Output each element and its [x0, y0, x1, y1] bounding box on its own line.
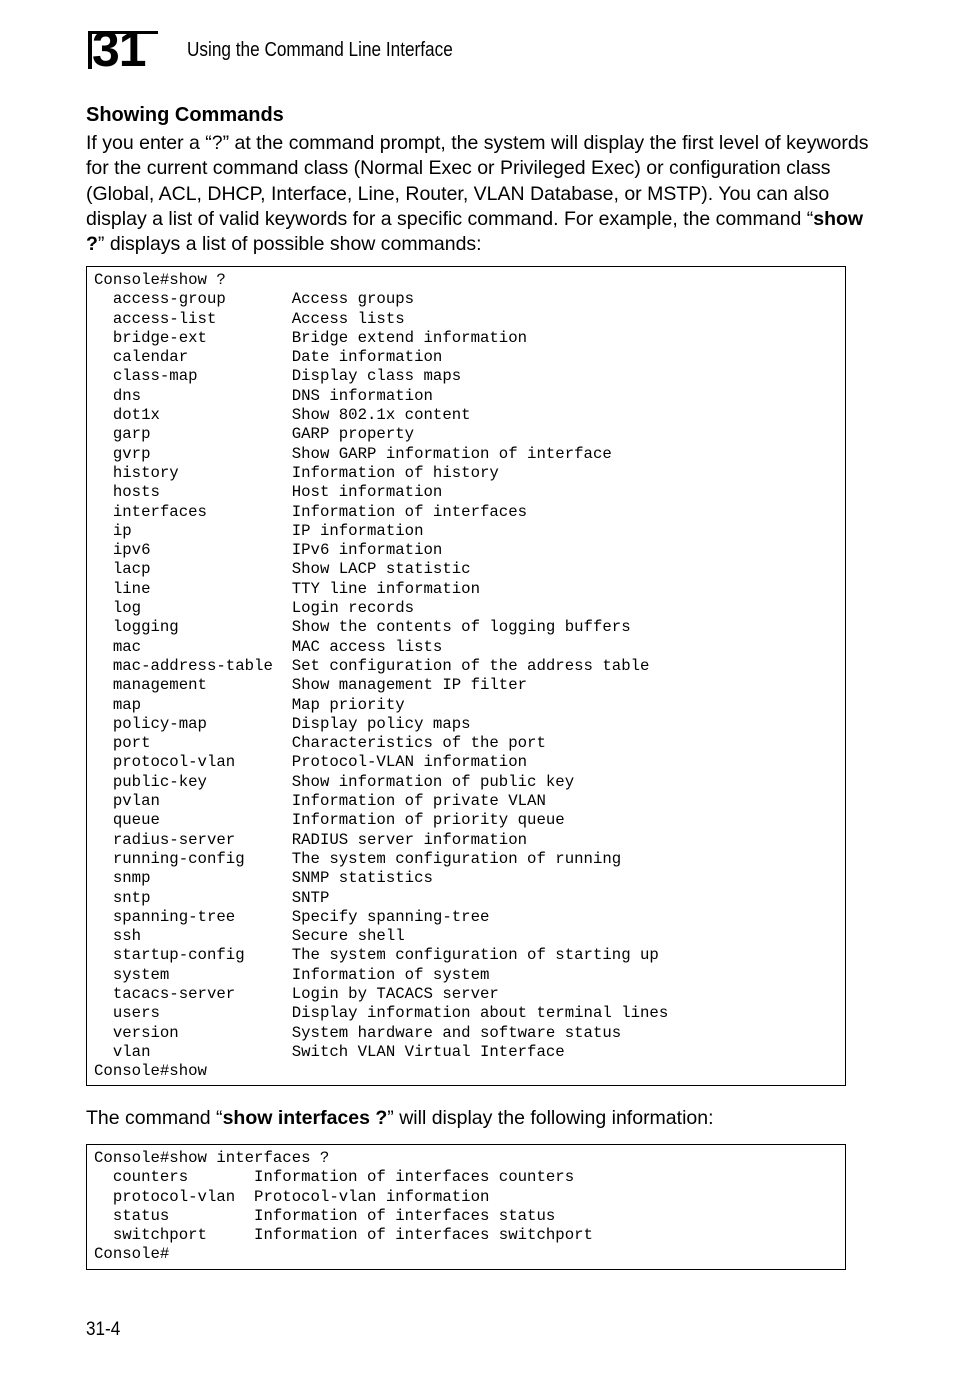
command-keyword: class-map	[112, 367, 198, 386]
command-description: Login by TACACS server	[291, 984, 499, 1003]
intro-paragraph	[86, 131, 876, 257]
listing-row	[94, 1168, 574, 1186]
listing-row	[94, 560, 471, 578]
listing-row	[94, 522, 424, 540]
listing-row	[94, 657, 649, 675]
listing-row	[94, 387, 433, 405]
end-prompt-line: Console#show	[94, 1062, 207, 1081]
command-description: Information of system	[291, 965, 490, 984]
command-description: Information of priority queue	[291, 811, 565, 830]
command-description: Login records	[291, 599, 415, 618]
listing-row	[94, 908, 489, 926]
command-description: TTY line information	[291, 579, 480, 598]
listing-row	[94, 425, 414, 443]
listing-row	[94, 580, 480, 598]
command-keyword: sntp	[112, 888, 151, 907]
listing-row	[94, 599, 414, 617]
listing-row	[94, 734, 546, 752]
command-keyword: counters	[112, 1168, 189, 1187]
command-keyword: ipv6	[112, 541, 151, 560]
command-keyword: public-key	[112, 772, 207, 791]
listing-row	[94, 638, 442, 656]
command-keyword: dns	[112, 386, 142, 405]
listing-row	[94, 406, 471, 424]
listing-row	[94, 966, 489, 984]
command-description: Show GARP information of interface	[291, 444, 612, 463]
command-description: Date information	[291, 348, 443, 367]
command-description: GARP property	[291, 425, 415, 444]
command-description: Access lists	[291, 309, 405, 328]
command-description: IPv6 information	[291, 541, 443, 560]
listing-row	[94, 850, 621, 868]
command-description: RADIUS server information	[291, 830, 528, 849]
command-keyword: protocol-vlan	[112, 753, 236, 772]
listing-row	[94, 927, 405, 945]
command-keyword: ip	[112, 521, 132, 540]
command-description: Host information	[291, 483, 443, 502]
listing-row	[94, 329, 527, 347]
interfaces-lead-paragraph	[86, 1106, 714, 1130]
command-description: SNTP	[291, 888, 330, 907]
command-keyword: running-config	[112, 849, 245, 868]
command-keyword: ssh	[112, 927, 142, 946]
show-interfaces-listing	[86, 1144, 846, 1270]
command-keyword: tacacs-server	[112, 984, 236, 1003]
listing-row	[94, 483, 442, 501]
command-description: IP information	[291, 521, 424, 540]
command-keyword: logging	[112, 618, 179, 637]
command-keyword: gvrp	[112, 444, 151, 463]
end-prompt-line: Console#	[94, 1245, 170, 1264]
command-keyword: snmp	[112, 869, 151, 888]
listing-row	[94, 464, 499, 482]
command-keyword: history	[112, 463, 179, 482]
command-keyword: line	[112, 579, 151, 598]
listing-row	[94, 541, 442, 559]
command-keyword: interfaces	[112, 502, 207, 521]
command-keyword: policy-map	[112, 714, 207, 733]
listing-row	[94, 445, 612, 463]
listing-row	[94, 348, 442, 366]
command-keyword: switchport	[112, 1226, 207, 1245]
command-description: Display class maps	[291, 367, 462, 386]
command-description: Show information of public key	[291, 772, 575, 791]
listing-row	[94, 985, 499, 1003]
command-description: Information of interfaces switchport	[254, 1226, 593, 1245]
command-keyword: pvlan	[112, 792, 160, 811]
listing-row	[94, 1004, 668, 1022]
listing-row	[94, 1207, 555, 1225]
listing-row	[94, 753, 527, 771]
command-description: Characteristics of the port	[291, 734, 546, 753]
show-command-listing	[86, 266, 846, 1086]
command-description: Display information about terminal lines	[291, 1004, 669, 1023]
command-keyword: access-list	[112, 309, 217, 328]
command-description: Bridge extend information	[291, 328, 528, 347]
listing-row	[94, 773, 574, 791]
command-keyword: dot1x	[112, 406, 160, 425]
command-keyword: garp	[112, 425, 151, 444]
section-heading: Showing Commands	[86, 104, 284, 126]
chapter-title: Using the Command Line Interface	[187, 39, 453, 61]
command-keyword: system	[112, 965, 170, 984]
listing-row	[94, 1024, 621, 1042]
command-description: System hardware and software status	[291, 1023, 622, 1042]
command-keyword: map	[112, 695, 142, 714]
command-keyword: vlan	[112, 1042, 151, 1061]
command-keyword: lacp	[112, 560, 151, 579]
listing-row	[94, 696, 405, 714]
prompt-line: Console#show ?	[94, 271, 226, 289]
command-description: Set configuration of the address table	[291, 656, 650, 675]
command-keyword: queue	[112, 811, 160, 830]
command-keyword: startup-config	[112, 946, 245, 965]
lead-command: show interfaces ?	[222, 1107, 388, 1129]
listing-row	[94, 367, 461, 385]
command-keyword: bridge-ext	[112, 328, 207, 347]
command-description: The system configuration of running	[291, 849, 622, 868]
command-keyword: hosts	[112, 483, 160, 502]
lead-text-start: The command “	[86, 1107, 223, 1129]
listing-row	[94, 503, 527, 521]
command-keyword: radius-server	[112, 830, 236, 849]
command-keyword: access-group	[112, 290, 226, 309]
listing-row	[94, 618, 631, 636]
listing-row	[94, 310, 405, 328]
command-description: Show management IP filter	[291, 676, 528, 695]
command-description: MAC access lists	[291, 637, 443, 656]
intro-command: show ?	[86, 207, 864, 256]
intro-text-start: If you enter a “?” at the command prompt, the system will display the first level of keywords for the current command class (Normal Exec or Privileged Exec) or configuration class (Global, ACL, DHCP, Interface, Line, Router, VLAN Database, or MSTP). You can also display a list of valid keywords for a specific command. For example, the command “	[86, 132, 869, 230]
command-description: Information of interfaces	[291, 502, 528, 521]
listing-row	[94, 811, 565, 829]
listing-row	[94, 1043, 565, 1061]
command-keyword: status	[112, 1206, 170, 1225]
command-description: Access groups	[291, 290, 415, 309]
listing-row	[94, 889, 329, 907]
listing-row	[94, 869, 433, 887]
listing-row	[94, 1188, 489, 1206]
command-keyword: protocol-vlan	[112, 1187, 236, 1206]
command-keyword: mac-address-table	[112, 656, 273, 675]
command-description: Display policy maps	[291, 714, 471, 733]
command-description: Show the contents of logging buffers	[291, 618, 631, 637]
listing-row	[94, 290, 414, 308]
command-description: Map priority	[291, 695, 405, 714]
listing-row	[94, 676, 527, 694]
command-description: Show LACP statistic	[291, 560, 471, 579]
listing-row	[94, 715, 471, 733]
command-description: Information of interfaces counters	[254, 1168, 575, 1187]
page-number: 31-4	[86, 1319, 121, 1340]
command-keyword: version	[112, 1023, 179, 1042]
listing-row	[94, 1226, 593, 1244]
command-description: Secure shell	[291, 927, 405, 946]
listing-row	[94, 946, 659, 964]
listing-row	[94, 792, 546, 810]
command-description: Protocol-VLAN information	[291, 753, 528, 772]
command-description: SNMP statistics	[291, 869, 433, 888]
command-description: Information of private VLAN	[291, 792, 546, 811]
command-description: Protocol-vlan information	[254, 1187, 490, 1206]
lead-text-end: ” will display the following information:	[387, 1107, 714, 1129]
command-description: Switch VLAN Virtual Interface	[291, 1042, 565, 1061]
command-description: Specify spanning-tree	[291, 907, 490, 926]
command-keyword: port	[112, 734, 151, 753]
command-description: Information of history	[291, 463, 499, 482]
command-keyword: spanning-tree	[112, 907, 236, 926]
command-keyword: mac	[112, 637, 142, 656]
command-keyword: calendar	[112, 348, 189, 367]
command-description: Information of interfaces status	[254, 1206, 556, 1225]
listing-row	[94, 831, 527, 849]
command-description: The system configuration of starting up	[291, 946, 659, 965]
show-listing-text	[87, 271, 845, 1081]
interfaces-listing-text	[87, 1149, 845, 1265]
chapter-number: 31	[92, 21, 146, 77]
command-keyword: log	[112, 599, 142, 618]
prompt-line: Console#show interfaces ?	[94, 1149, 330, 1167]
command-description: DNS information	[291, 386, 433, 405]
command-keyword: management	[112, 676, 207, 695]
command-keyword: users	[112, 1004, 160, 1023]
intro-text-end: ” displays a list of possible show commands:	[97, 233, 482, 256]
command-description: Show 802.1x content	[291, 406, 471, 425]
